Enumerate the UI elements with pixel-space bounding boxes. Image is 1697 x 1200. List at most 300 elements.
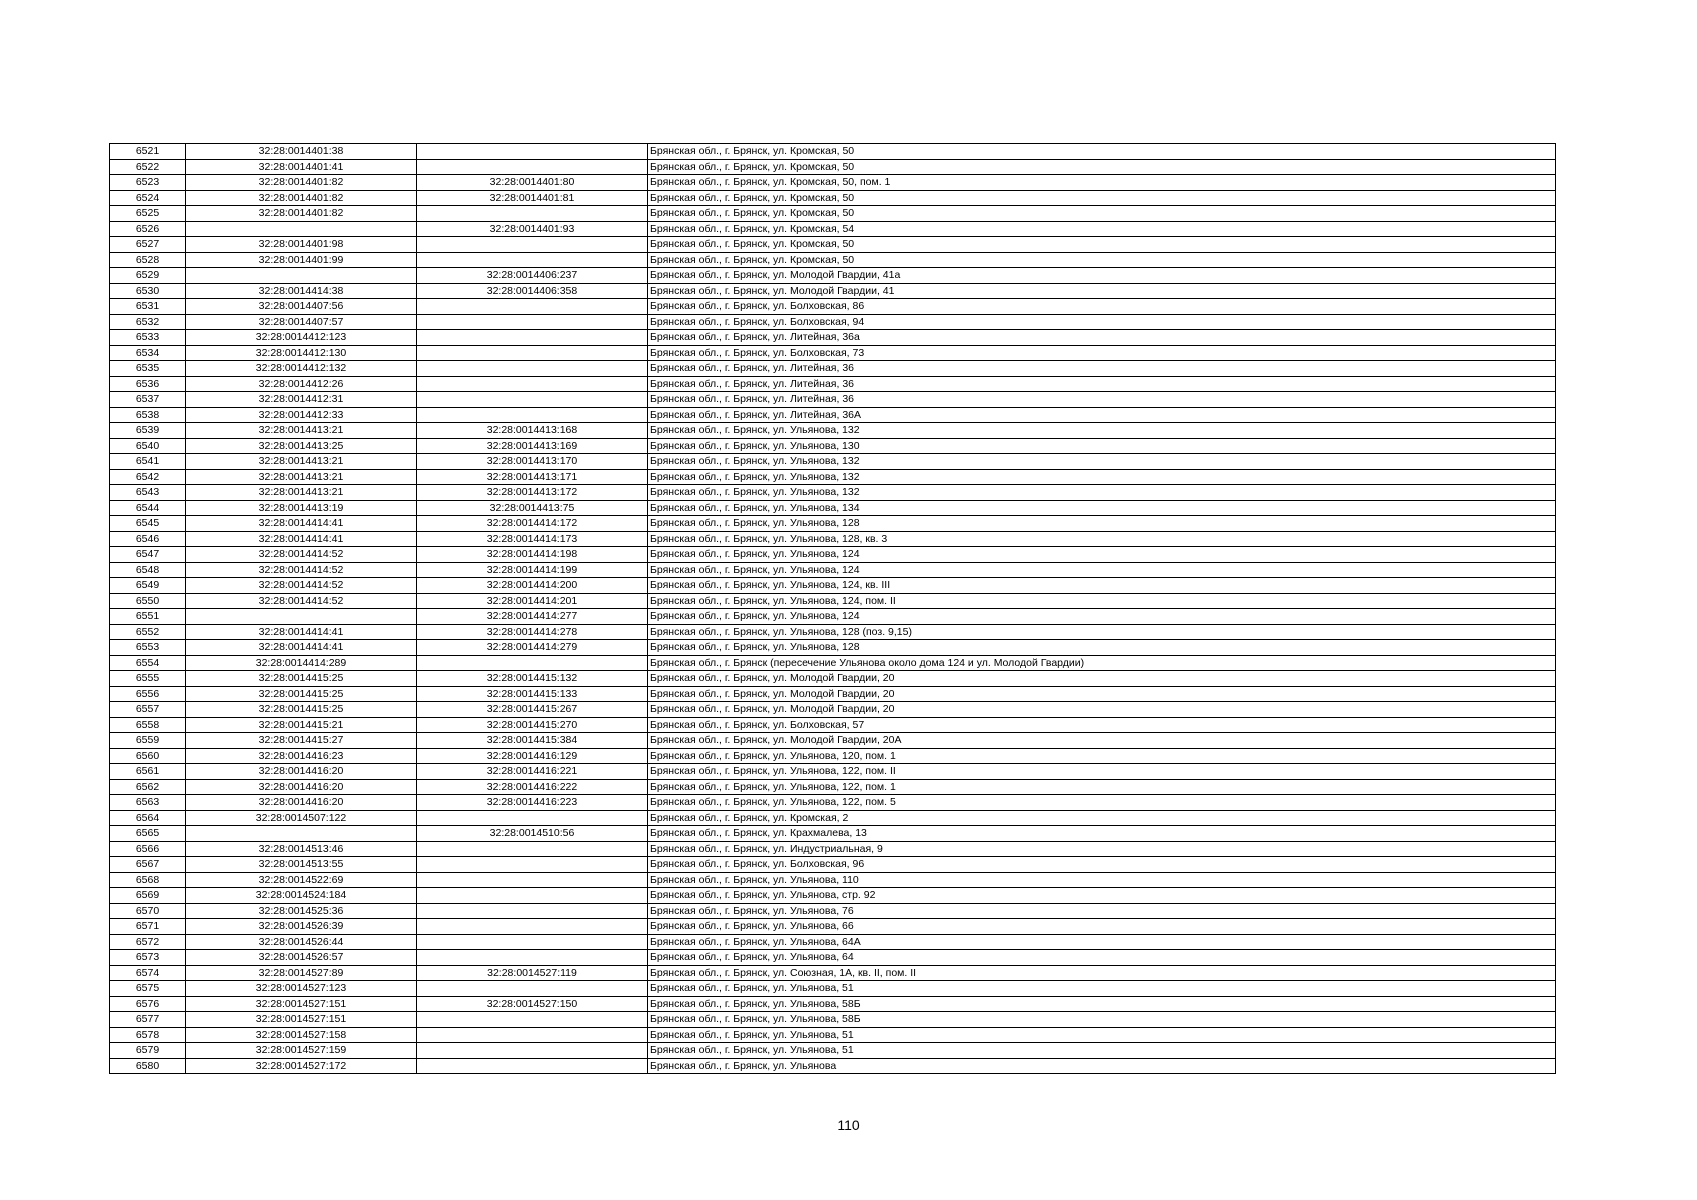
cadastral-number-cell: 32:28:0014414:52 — [186, 547, 417, 563]
row-number-cell: 6575 — [110, 981, 186, 997]
cadastral-number-cell: 32:28:0014414:52 — [186, 562, 417, 578]
cadastral-number-cell: 32:28:0014527:151 — [186, 996, 417, 1012]
table-row — [110, 593, 1556, 609]
table-row — [110, 252, 1556, 268]
table-row — [110, 516, 1556, 532]
row-number-cell: 6573 — [110, 950, 186, 966]
related-cadastral-number-cell — [417, 872, 648, 888]
row-number-cell: 6544 — [110, 500, 186, 516]
address-cell: Брянская обл., г. Брянск, ул. Молодой Гвардии, 41 — [648, 283, 1556, 299]
address-cell: Брянская обл., г. Брянск, ул. Союзная, 1А, кв. II, пом. II — [648, 965, 1556, 981]
cadastral-number-cell: 32:28:0014416:20 — [186, 795, 417, 811]
table-row — [110, 330, 1556, 346]
row-number-cell: 6566 — [110, 841, 186, 857]
address-cell: Брянская обл., г. Брянск, ул. Ульянова, 128 — [648, 516, 1556, 532]
row-number-cell: 6562 — [110, 779, 186, 795]
related-cadastral-number-cell: 32:28:0014416:223 — [417, 795, 648, 811]
row-number-cell: 6528 — [110, 252, 186, 268]
cadastral-number-cell: 32:28:0014527:158 — [186, 1027, 417, 1043]
cadastral-number-cell: 32:28:0014414:41 — [186, 624, 417, 640]
related-cadastral-number-cell — [417, 981, 648, 997]
table-row — [110, 175, 1556, 191]
table-row — [110, 1058, 1556, 1074]
row-number-cell: 6550 — [110, 593, 186, 609]
table-row — [110, 407, 1556, 423]
related-cadastral-number-cell — [417, 299, 648, 315]
related-cadastral-number-cell: 32:28:0014527:119 — [417, 965, 648, 981]
related-cadastral-number-cell: 32:28:0014413:172 — [417, 485, 648, 501]
table-row — [110, 903, 1556, 919]
table-row — [110, 190, 1556, 206]
row-number-cell: 6533 — [110, 330, 186, 346]
address-cell: Брянская обл., г. Брянск, ул. Литейная, 36 — [648, 361, 1556, 377]
row-number-cell: 6521 — [110, 144, 186, 160]
related-cadastral-number-cell: 32:28:0014414:277 — [417, 609, 648, 625]
cadastral-number-cell: 32:28:0014412:123 — [186, 330, 417, 346]
table-row — [110, 345, 1556, 361]
cadastral-number-cell: 32:28:0014526:57 — [186, 950, 417, 966]
address-cell: Брянская обл., г. Брянск, ул. Ульянова, 134 — [648, 500, 1556, 516]
row-number-cell: 6545 — [110, 516, 186, 532]
table-row — [110, 361, 1556, 377]
row-number-cell: 6541 — [110, 454, 186, 470]
address-cell: Брянская обл., г. Брянск, ул. Ульянова, 124, кв. III — [648, 578, 1556, 594]
table-row — [110, 237, 1556, 253]
address-cell: Брянская обл., г. Брянск, ул. Кромская, 50 — [648, 144, 1556, 160]
cadastral-number-cell: 32:28:0014401:99 — [186, 252, 417, 268]
related-cadastral-number-cell: 32:28:0014414:173 — [417, 531, 648, 547]
row-number-cell: 6526 — [110, 221, 186, 237]
table-row — [110, 640, 1556, 656]
row-number-cell: 6540 — [110, 438, 186, 454]
address-cell: Брянская обл., г. Брянск, ул. Ульянова, 124 — [648, 562, 1556, 578]
address-cell: Брянская обл., г. Брянск, ул. Ульянова, 51 — [648, 1027, 1556, 1043]
address-cell: Брянская обл., г. Брянск, ул. Молодой Гвардии, 20 — [648, 686, 1556, 702]
row-number-cell: 6529 — [110, 268, 186, 284]
address-cell: Брянская обл., г. Брянск, ул. Кромская, 50 — [648, 190, 1556, 206]
cadastral-number-cell: 32:28:0014413:21 — [186, 469, 417, 485]
address-cell: Брянская обл., г. Брянск, ул. Болховская, 86 — [648, 299, 1556, 315]
cadastral-number-cell: 32:28:0014414:289 — [186, 655, 417, 671]
related-cadastral-number-cell — [417, 1058, 648, 1074]
cadastral-number-cell: 32:28:0014526:39 — [186, 919, 417, 935]
table-row — [110, 144, 1556, 160]
address-cell: Брянская обл., г. Брянск, ул. Крахмалева, 13 — [648, 826, 1556, 842]
row-number-cell: 6569 — [110, 888, 186, 904]
row-number-cell: 6574 — [110, 965, 186, 981]
related-cadastral-number-cell — [417, 159, 648, 175]
cadastral-number-cell: 32:28:0014526:44 — [186, 934, 417, 950]
related-cadastral-number-cell: 32:28:0014416:222 — [417, 779, 648, 795]
address-cell: Брянская обл., г. Брянск, ул. Ульянова, 122, пом. 1 — [648, 779, 1556, 795]
cadastral-number-cell: 32:28:0014401:82 — [186, 175, 417, 191]
row-number-cell: 6563 — [110, 795, 186, 811]
table-row — [110, 671, 1556, 687]
row-number-cell: 6570 — [110, 903, 186, 919]
row-number-cell: 6553 — [110, 640, 186, 656]
row-number-cell: 6531 — [110, 299, 186, 315]
cadastral-number-cell: 32:28:0014413:25 — [186, 438, 417, 454]
address-cell: Брянская обл., г. Брянск, ул. Ульянова, 51 — [648, 981, 1556, 997]
address-cell: Брянская обл., г. Брянск, ул. Ульянова, 66 — [648, 919, 1556, 935]
related-cadastral-number-cell — [417, 1027, 648, 1043]
table-row — [110, 841, 1556, 857]
address-cell: Брянская обл., г. Брянск (пересечение Ульянова около дома 124 и ул. Молодой Гвардии) — [648, 655, 1556, 671]
cadastral-number-cell: 32:28:0014507:122 — [186, 810, 417, 826]
registry-table — [109, 143, 1556, 1074]
address-cell: Брянская обл., г. Брянск, ул. Литейная, 36 — [648, 392, 1556, 408]
table-row — [110, 624, 1556, 640]
related-cadastral-number-cell: 32:28:0014416:129 — [417, 748, 648, 764]
related-cadastral-number-cell — [417, 361, 648, 377]
address-cell: Брянская обл., г. Брянск, ул. Литейная, 36 — [648, 376, 1556, 392]
row-number-cell: 6555 — [110, 671, 186, 687]
row-number-cell: 6576 — [110, 996, 186, 1012]
address-cell: Брянская обл., г. Брянск, ул. Ульянова, 76 — [648, 903, 1556, 919]
related-cadastral-number-cell: 32:28:0014401:81 — [417, 190, 648, 206]
cadastral-number-cell: 32:28:0014416:20 — [186, 764, 417, 780]
cadastral-number-cell: 32:28:0014527:172 — [186, 1058, 417, 1074]
row-number-cell: 6539 — [110, 423, 186, 439]
related-cadastral-number-cell — [417, 888, 648, 904]
address-cell: Брянская обл., г. Брянск, ул. Кромская, 2 — [648, 810, 1556, 826]
cadastral-number-cell: 32:28:0014414:52 — [186, 593, 417, 609]
table-row — [110, 438, 1556, 454]
address-cell: Брянская обл., г. Брянск, ул. Молодой Гвардии, 20А — [648, 733, 1556, 749]
address-cell: Брянская обл., г. Брянск, ул. Ульянова, 132 — [648, 423, 1556, 439]
related-cadastral-number-cell: 32:28:0014415:132 — [417, 671, 648, 687]
address-cell: Брянская обл., г. Брянск, ул. Кромская, 50 — [648, 206, 1556, 222]
row-number-cell: 6535 — [110, 361, 186, 377]
cadastral-number-cell: 32:28:0014513:46 — [186, 841, 417, 857]
cadastral-number-cell: 32:28:0014412:132 — [186, 361, 417, 377]
related-cadastral-number-cell: 32:28:0014413:168 — [417, 423, 648, 439]
address-cell: Брянская обл., г. Брянск, ул. Ульянова, 132 — [648, 469, 1556, 485]
table-row — [110, 268, 1556, 284]
related-cadastral-number-cell: 32:28:0014401:93 — [417, 221, 648, 237]
row-number-cell: 6543 — [110, 485, 186, 501]
related-cadastral-number-cell — [417, 345, 648, 361]
row-number-cell: 6542 — [110, 469, 186, 485]
row-number-cell: 6536 — [110, 376, 186, 392]
related-cadastral-number-cell — [417, 655, 648, 671]
table-row — [110, 454, 1556, 470]
cadastral-number-cell: 32:28:0014415:25 — [186, 702, 417, 718]
cadastral-number-cell — [186, 826, 417, 842]
related-cadastral-number-cell: 32:28:0014415:270 — [417, 717, 648, 733]
row-number-cell: 6549 — [110, 578, 186, 594]
related-cadastral-number-cell — [417, 330, 648, 346]
row-number-cell: 6577 — [110, 1012, 186, 1028]
table-row — [110, 810, 1556, 826]
table-row — [110, 981, 1556, 997]
row-number-cell: 6532 — [110, 314, 186, 330]
row-number-cell: 6524 — [110, 190, 186, 206]
related-cadastral-number-cell — [417, 237, 648, 253]
cadastral-number-cell: 32:28:0014513:55 — [186, 857, 417, 873]
cadastral-number-cell: 32:28:0014413:21 — [186, 454, 417, 470]
related-cadastral-number-cell: 32:28:0014414:198 — [417, 547, 648, 563]
address-cell: Брянская обл., г. Брянск, ул. Молодой Гвардии, 20 — [648, 702, 1556, 718]
related-cadastral-number-cell: 32:28:0014414:200 — [417, 578, 648, 594]
address-cell: Брянская обл., г. Брянск, ул. Ульянова, 120, пом. 1 — [648, 748, 1556, 764]
address-cell: Брянская обл., г. Брянск, ул. Кромская, 50 — [648, 252, 1556, 268]
related-cadastral-number-cell — [417, 841, 648, 857]
row-number-cell: 6557 — [110, 702, 186, 718]
cadastral-number-cell: 32:28:0014415:25 — [186, 686, 417, 702]
address-cell: Брянская обл., г. Брянск, ул. Ульянова, 124 — [648, 547, 1556, 563]
cadastral-number-cell: 32:28:0014414:38 — [186, 283, 417, 299]
related-cadastral-number-cell — [417, 857, 648, 873]
table-row — [110, 950, 1556, 966]
related-cadastral-number-cell: 32:28:0014406:358 — [417, 283, 648, 299]
cadastral-number-cell: 32:28:0014413:21 — [186, 485, 417, 501]
related-cadastral-number-cell: 32:28:0014510:56 — [417, 826, 648, 842]
address-cell: Брянская обл., г. Брянск, ул. Ульянова, 130 — [648, 438, 1556, 454]
address-cell: Брянская обл., г. Брянск, ул. Молодой Гвардии, 20 — [648, 671, 1556, 687]
cadastral-number-cell: 32:28:0014401:98 — [186, 237, 417, 253]
row-number-cell: 6548 — [110, 562, 186, 578]
row-number-cell: 6523 — [110, 175, 186, 191]
related-cadastral-number-cell — [417, 314, 648, 330]
table-row — [110, 469, 1556, 485]
table-row — [110, 748, 1556, 764]
related-cadastral-number-cell — [417, 950, 648, 966]
related-cadastral-number-cell — [417, 1043, 648, 1059]
row-number-cell: 6559 — [110, 733, 186, 749]
row-number-cell: 6561 — [110, 764, 186, 780]
address-cell: Брянская обл., г. Брянск, ул. Болховская, 57 — [648, 717, 1556, 733]
cadastral-number-cell: 32:28:0014412:31 — [186, 392, 417, 408]
registry-table-body — [110, 144, 1556, 1074]
cadastral-number-cell — [186, 609, 417, 625]
table-row — [110, 795, 1556, 811]
cadastral-number-cell: 32:28:0014414:41 — [186, 516, 417, 532]
cadastral-number-cell: 32:28:0014412:33 — [186, 407, 417, 423]
table-row — [110, 888, 1556, 904]
address-cell: Брянская обл., г. Брянск, ул. Ульянова, стр. 92 — [648, 888, 1556, 904]
related-cadastral-number-cell — [417, 903, 648, 919]
cadastral-number-cell: 32:28:0014413:21 — [186, 423, 417, 439]
cadastral-number-cell: 32:28:0014401:41 — [186, 159, 417, 175]
related-cadastral-number-cell — [417, 376, 648, 392]
table-row — [110, 1027, 1556, 1043]
related-cadastral-number-cell: 32:28:0014527:150 — [417, 996, 648, 1012]
address-cell: Брянская обл., г. Брянск, ул. Болховская, 73 — [648, 345, 1556, 361]
table-row — [110, 299, 1556, 315]
page-number: 110 — [837, 1117, 860, 1133]
address-cell: Брянская обл., г. Брянск, ул. Болховская, 96 — [648, 857, 1556, 873]
cadastral-number-cell: 32:28:0014401:82 — [186, 206, 417, 222]
related-cadastral-number-cell: 32:28:0014413:75 — [417, 500, 648, 516]
related-cadastral-number-cell: 32:28:0014414:172 — [417, 516, 648, 532]
row-number-cell: 6580 — [110, 1058, 186, 1074]
cadastral-number-cell — [186, 268, 417, 284]
address-cell: Брянская обл., г. Брянск, ул. Кромская, 50 — [648, 237, 1556, 253]
address-cell: Брянская обл., г. Брянск, ул. Ульянова, 64А — [648, 934, 1556, 950]
address-cell: Брянская обл., г. Брянск, ул. Молодой Гвардии, 41а — [648, 268, 1556, 284]
address-cell: Брянская обл., г. Брянск, ул. Ульянова, 64 — [648, 950, 1556, 966]
cadastral-number-cell: 32:28:0014415:21 — [186, 717, 417, 733]
table-row — [110, 500, 1556, 516]
table-row — [110, 283, 1556, 299]
related-cadastral-number-cell — [417, 206, 648, 222]
row-number-cell: 6538 — [110, 407, 186, 423]
related-cadastral-number-cell: 32:28:0014414:278 — [417, 624, 648, 640]
table-row — [110, 376, 1556, 392]
address-cell: Брянская обл., г. Брянск, ул. Ульянова, 128 — [648, 640, 1556, 656]
address-cell: Брянская обл., г. Брянск, ул. Ульянова, 122, пом. II — [648, 764, 1556, 780]
row-number-cell: 6537 — [110, 392, 186, 408]
related-cadastral-number-cell — [417, 407, 648, 423]
related-cadastral-number-cell: 32:28:0014406:237 — [417, 268, 648, 284]
related-cadastral-number-cell: 32:28:0014415:267 — [417, 702, 648, 718]
row-number-cell: 6560 — [110, 748, 186, 764]
related-cadastral-number-cell: 32:28:0014413:171 — [417, 469, 648, 485]
cadastral-number-cell: 32:28:0014415:27 — [186, 733, 417, 749]
address-cell: Брянская обл., г. Брянск, ул. Кромская, 54 — [648, 221, 1556, 237]
row-number-cell: 6568 — [110, 872, 186, 888]
related-cadastral-number-cell: 32:28:0014414:279 — [417, 640, 648, 656]
row-number-cell: 6572 — [110, 934, 186, 950]
cadastral-number-cell: 32:28:0014527:123 — [186, 981, 417, 997]
cadastral-number-cell: 32:28:0014412:26 — [186, 376, 417, 392]
table-row — [110, 221, 1556, 237]
cadastral-number-cell: 32:28:0014412:130 — [186, 345, 417, 361]
cadastral-number-cell: 32:28:0014527:151 — [186, 1012, 417, 1028]
related-cadastral-number-cell — [417, 934, 648, 950]
row-number-cell: 6546 — [110, 531, 186, 547]
address-cell: Брянская обл., г. Брянск, ул. Ульянова, 128, кв. 3 — [648, 531, 1556, 547]
cadastral-number-cell: 32:28:0014413:19 — [186, 500, 417, 516]
related-cadastral-number-cell: 32:28:0014415:133 — [417, 686, 648, 702]
table-row — [110, 578, 1556, 594]
row-number-cell: 6534 — [110, 345, 186, 361]
related-cadastral-number-cell — [417, 919, 648, 935]
row-number-cell: 6551 — [110, 609, 186, 625]
row-number-cell: 6525 — [110, 206, 186, 222]
table-row — [110, 965, 1556, 981]
cadastral-number-cell: 32:28:0014407:57 — [186, 314, 417, 330]
address-cell: Брянская обл., г. Брянск, ул. Кромская, 50 — [648, 159, 1556, 175]
cadastral-number-cell: 32:28:0014401:82 — [186, 190, 417, 206]
address-cell: Брянская обл., г. Брянск, ул. Ульянова, 124 — [648, 609, 1556, 625]
row-number-cell: 6558 — [110, 717, 186, 733]
row-number-cell: 6567 — [110, 857, 186, 873]
cadastral-number-cell: 32:28:0014401:38 — [186, 144, 417, 160]
address-cell: Брянская обл., г. Брянск, ул. Ульянова, 110 — [648, 872, 1556, 888]
table-row — [110, 934, 1556, 950]
row-number-cell: 6571 — [110, 919, 186, 935]
related-cadastral-number-cell: 32:28:0014401:80 — [417, 175, 648, 191]
table-row — [110, 314, 1556, 330]
related-cadastral-number-cell: 32:28:0014414:201 — [417, 593, 648, 609]
table-row — [110, 686, 1556, 702]
address-cell: Брянская обл., г. Брянск, ул. Ульянова, 58Б — [648, 1012, 1556, 1028]
address-cell: Брянская обл., г. Брянск, ул. Ульянова, 132 — [648, 454, 1556, 470]
table-row — [110, 826, 1556, 842]
address-cell: Брянская обл., г. Брянск, ул. Ульянова, 128 (поз. 9,15) — [648, 624, 1556, 640]
address-cell: Брянская обл., г. Брянск, ул. Ульянова, 122, пом. 5 — [648, 795, 1556, 811]
address-cell: Брянская обл., г. Брянск, ул. Литейная, 36а — [648, 330, 1556, 346]
cadastral-number-cell — [186, 221, 417, 237]
address-cell: Брянская обл., г. Брянск, ул. Кромская, 50, пом. 1 — [648, 175, 1556, 191]
table-row — [110, 717, 1556, 733]
table-row — [110, 485, 1556, 501]
table-row — [110, 609, 1556, 625]
cadastral-number-cell: 32:28:0014527:89 — [186, 965, 417, 981]
table-row — [110, 702, 1556, 718]
row-number-cell: 6564 — [110, 810, 186, 826]
related-cadastral-number-cell: 32:28:0014415:384 — [417, 733, 648, 749]
table-row — [110, 996, 1556, 1012]
related-cadastral-number-cell — [417, 144, 648, 160]
related-cadastral-number-cell: 32:28:0014413:170 — [417, 454, 648, 470]
row-number-cell: 6530 — [110, 283, 186, 299]
row-number-cell: 6547 — [110, 547, 186, 563]
table-row — [110, 206, 1556, 222]
cadastral-number-cell: 32:28:0014407:56 — [186, 299, 417, 315]
table-row — [110, 531, 1556, 547]
cadastral-number-cell: 32:28:0014416:23 — [186, 748, 417, 764]
related-cadastral-number-cell: 32:28:0014413:169 — [417, 438, 648, 454]
address-cell: Брянская обл., г. Брянск, ул. Ульянова — [648, 1058, 1556, 1074]
row-number-cell: 6554 — [110, 655, 186, 671]
table-row — [110, 733, 1556, 749]
address-cell: Брянская обл., г. Брянск, ул. Болховская, 94 — [648, 314, 1556, 330]
address-cell: Брянская обл., г. Брянск, ул. Ульянова, 51 — [648, 1043, 1556, 1059]
table-row — [110, 655, 1556, 671]
table-row — [110, 547, 1556, 563]
table-row — [110, 779, 1556, 795]
table-row — [110, 872, 1556, 888]
cadastral-number-cell: 32:28:0014414:41 — [186, 640, 417, 656]
table-row — [110, 764, 1556, 780]
related-cadastral-number-cell — [417, 810, 648, 826]
cadastral-number-cell: 32:28:0014524:184 — [186, 888, 417, 904]
table-row — [110, 159, 1556, 175]
address-cell: Брянская обл., г. Брянск, ул. Ульянова, 58Б — [648, 996, 1556, 1012]
address-cell: Брянская обл., г. Брянск, ул. Ульянова, 124, пом. II — [648, 593, 1556, 609]
table-row — [110, 392, 1556, 408]
table-row — [110, 1043, 1556, 1059]
row-number-cell: 6522 — [110, 159, 186, 175]
cadastral-number-cell: 32:28:0014525:36 — [186, 903, 417, 919]
address-cell: Брянская обл., г. Брянск, ул. Индустриальная, 9 — [648, 841, 1556, 857]
row-number-cell: 6527 — [110, 237, 186, 253]
row-number-cell: 6565 — [110, 826, 186, 842]
table-row — [110, 423, 1556, 439]
cadastral-number-cell: 32:28:0014414:41 — [186, 531, 417, 547]
related-cadastral-number-cell — [417, 1012, 648, 1028]
row-number-cell: 6556 — [110, 686, 186, 702]
cadastral-number-cell: 32:28:0014415:25 — [186, 671, 417, 687]
related-cadastral-number-cell: 32:28:0014416:221 — [417, 764, 648, 780]
cadastral-number-cell: 32:28:0014522:69 — [186, 872, 417, 888]
cadastral-number-cell: 32:28:0014416:20 — [186, 779, 417, 795]
table-row — [110, 1012, 1556, 1028]
related-cadastral-number-cell: 32:28:0014414:199 — [417, 562, 648, 578]
table-row — [110, 857, 1556, 873]
table-row — [110, 919, 1556, 935]
cadastral-number-cell: 32:28:0014527:159 — [186, 1043, 417, 1059]
address-cell: Брянская обл., г. Брянск, ул. Литейная, 36А — [648, 407, 1556, 423]
related-cadastral-number-cell — [417, 252, 648, 268]
row-number-cell: 6552 — [110, 624, 186, 640]
row-number-cell: 6578 — [110, 1027, 186, 1043]
related-cadastral-number-cell — [417, 392, 648, 408]
table-row — [110, 562, 1556, 578]
